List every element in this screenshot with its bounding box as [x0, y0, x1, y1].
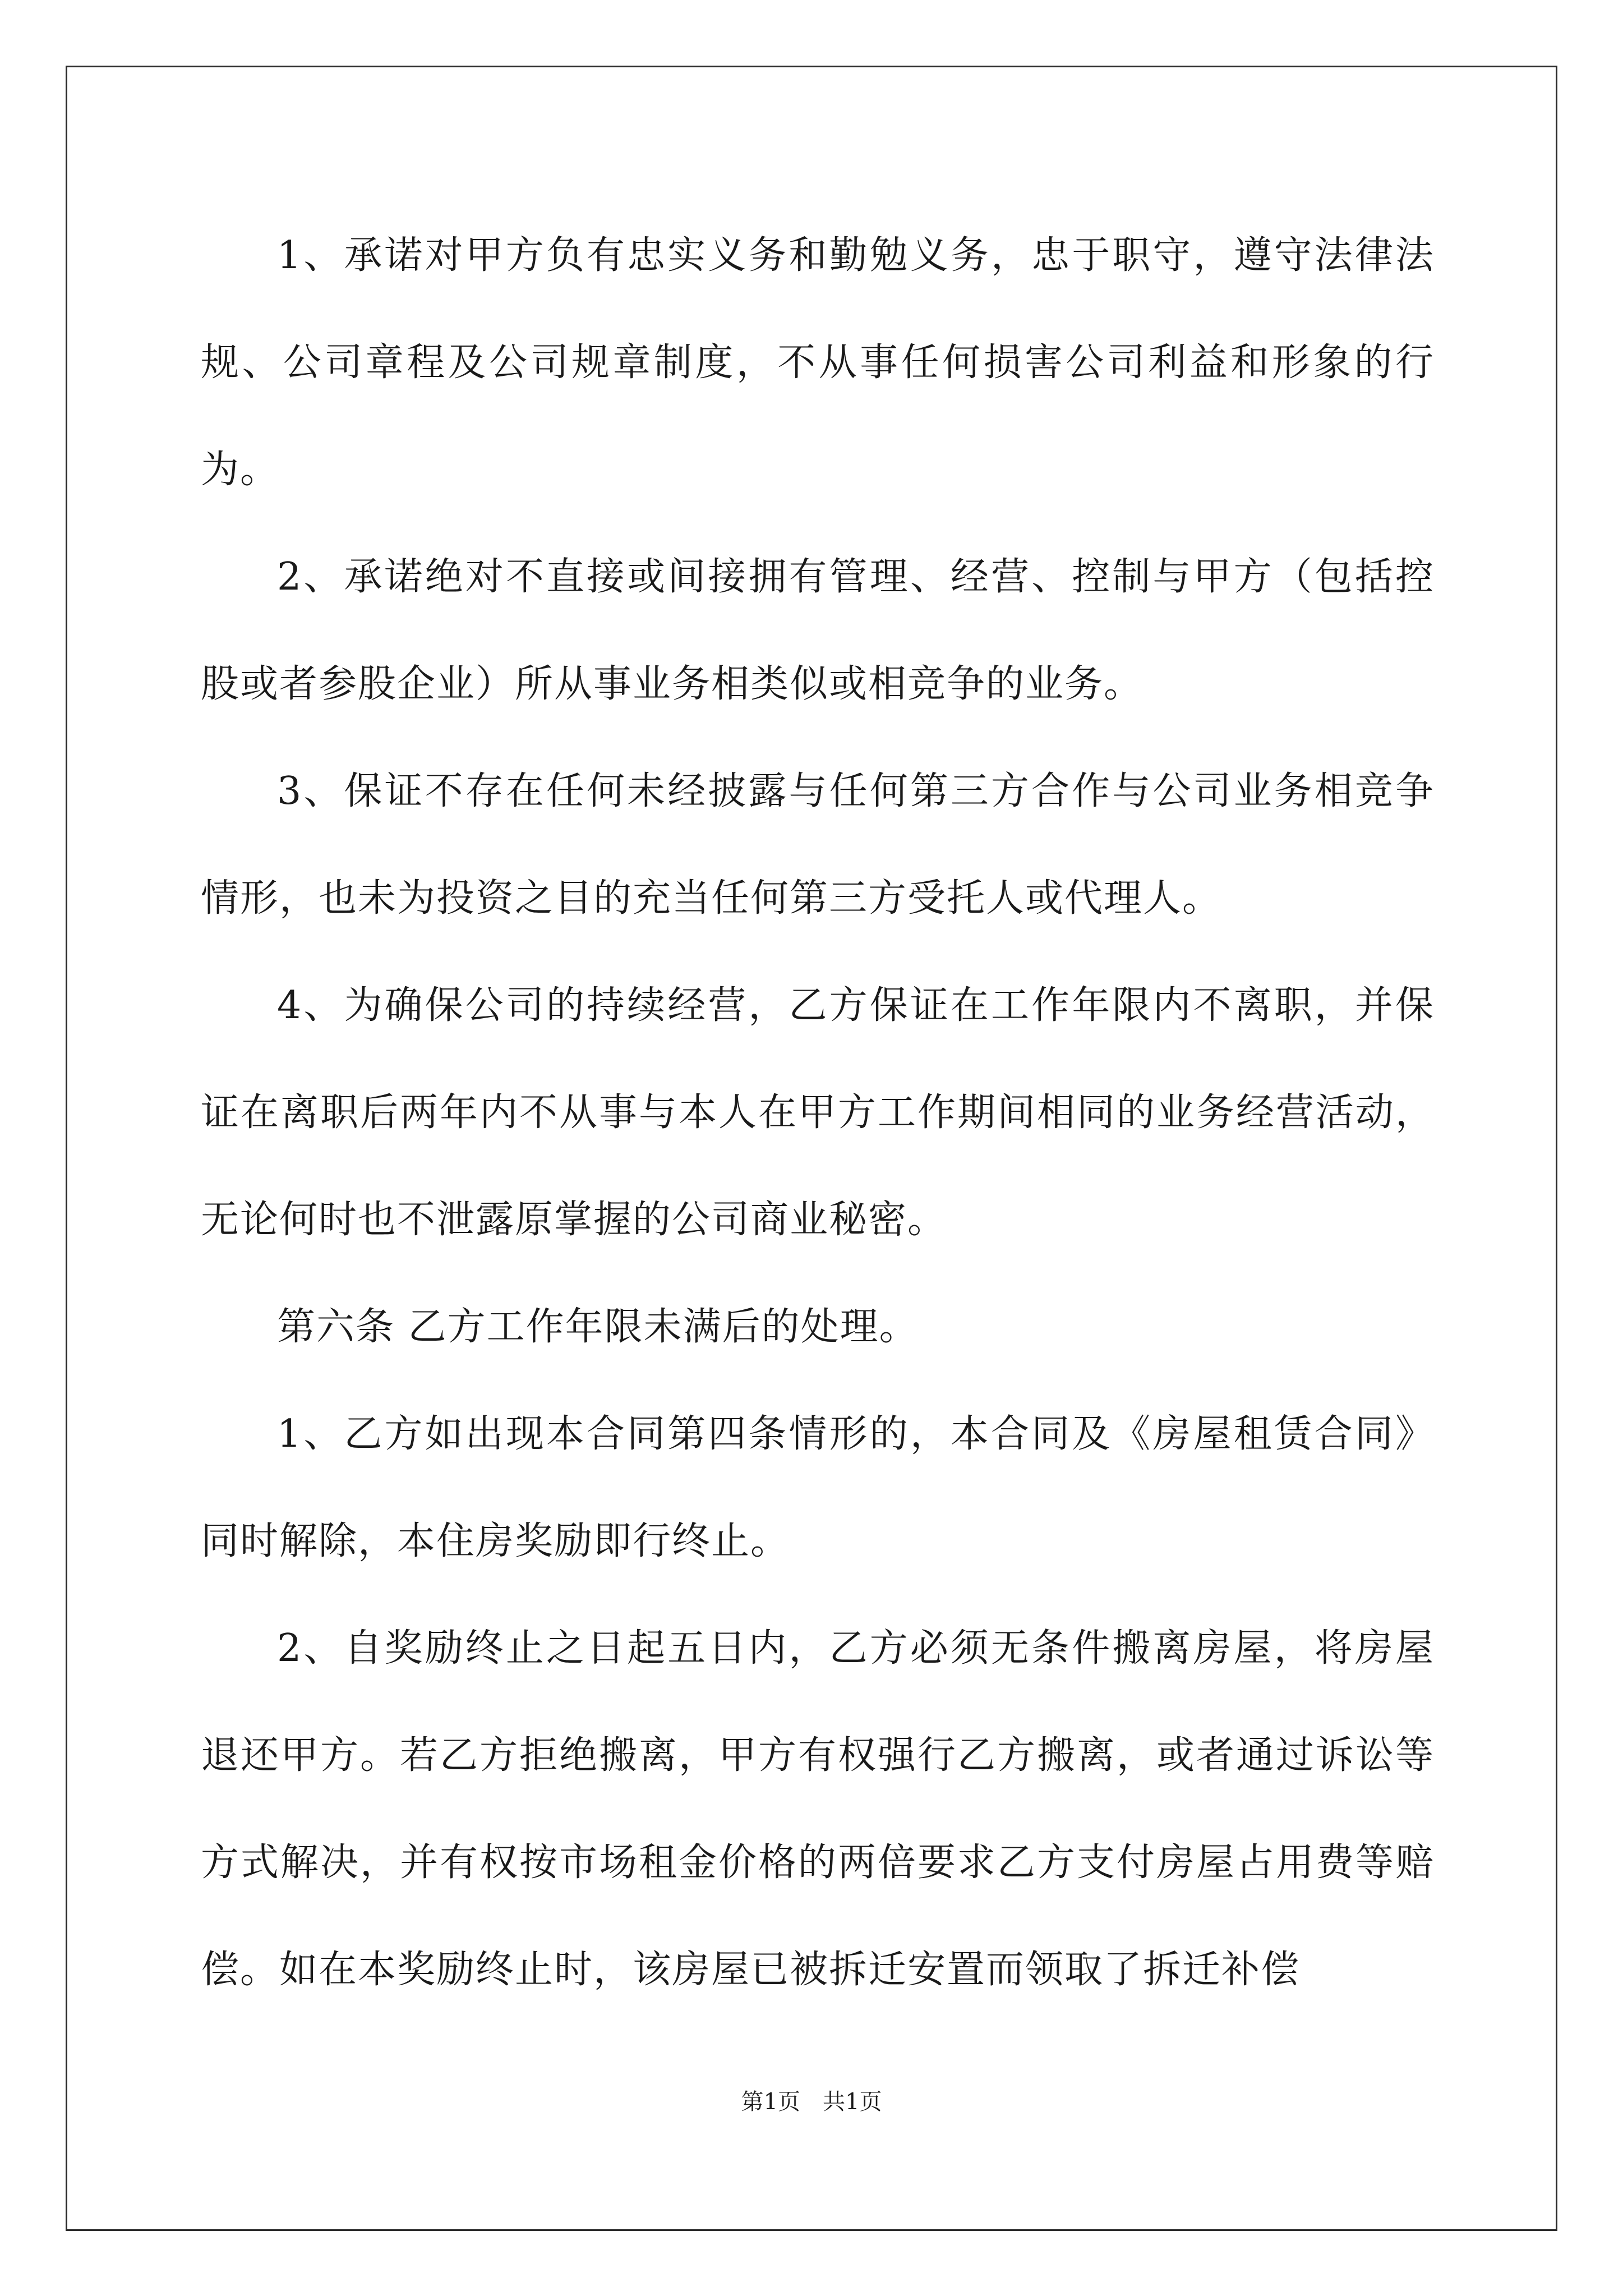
paragraph-6: 1、乙方如出现本合同第四条情形的，本合同及《房屋租赁合同》同时解除，本住房奖励即行终止。: [201, 1412, 1435, 1563]
page-number-footer: 第1页 共1页: [741, 2089, 882, 2115]
paragraph-7: 2、自奖励终止之日起五日内，乙方必须无条件搬离房屋，将房屋退还甲方。若乙方拒绝搬离，甲方有权强行乙方搬离，或者通过诉讼等方式解决，并有权按市场租金价格的两倍要求乙方支付房屋占用费等赔偿。如在本奖励终止时，该房屋已被拆迁安置而领取了拆迁补偿: [201, 1626, 1435, 1992]
paragraph-4: 4、为确保公司的持续经营，乙方保证在工作年限内不离职，并保证在离职后两年内不从事与本人在甲方工作期间相同的业务经营活动，无论何时也不泄露原掌握的公司商业秘密。: [201, 983, 1435, 1242]
paragraph-1: 1、承诺对甲方负有忠实义务和勤勉义务，忠于职守，遵守法律法规、公司章程及公司规章制度，不从事任何损害公司利益和形象的行为。: [201, 233, 1435, 492]
document-body: [201, 202, 1435, 2023]
paragraph-2: 2、承诺绝对不直接或间接拥有管理、经营、控制与甲方（包括控股或者参股企业）所从事业务相类似或相竞争的业务。: [201, 555, 1435, 706]
section-heading-article-6: 第六条 乙方工作年限未满后的处理。: [277, 1305, 919, 1349]
paragraph-3: 3、保证不存在任何未经披露与任何第三方合作与公司业务相竞争情形，也未为投资之目的充当任何第三方受托人或代理人。: [201, 769, 1435, 921]
